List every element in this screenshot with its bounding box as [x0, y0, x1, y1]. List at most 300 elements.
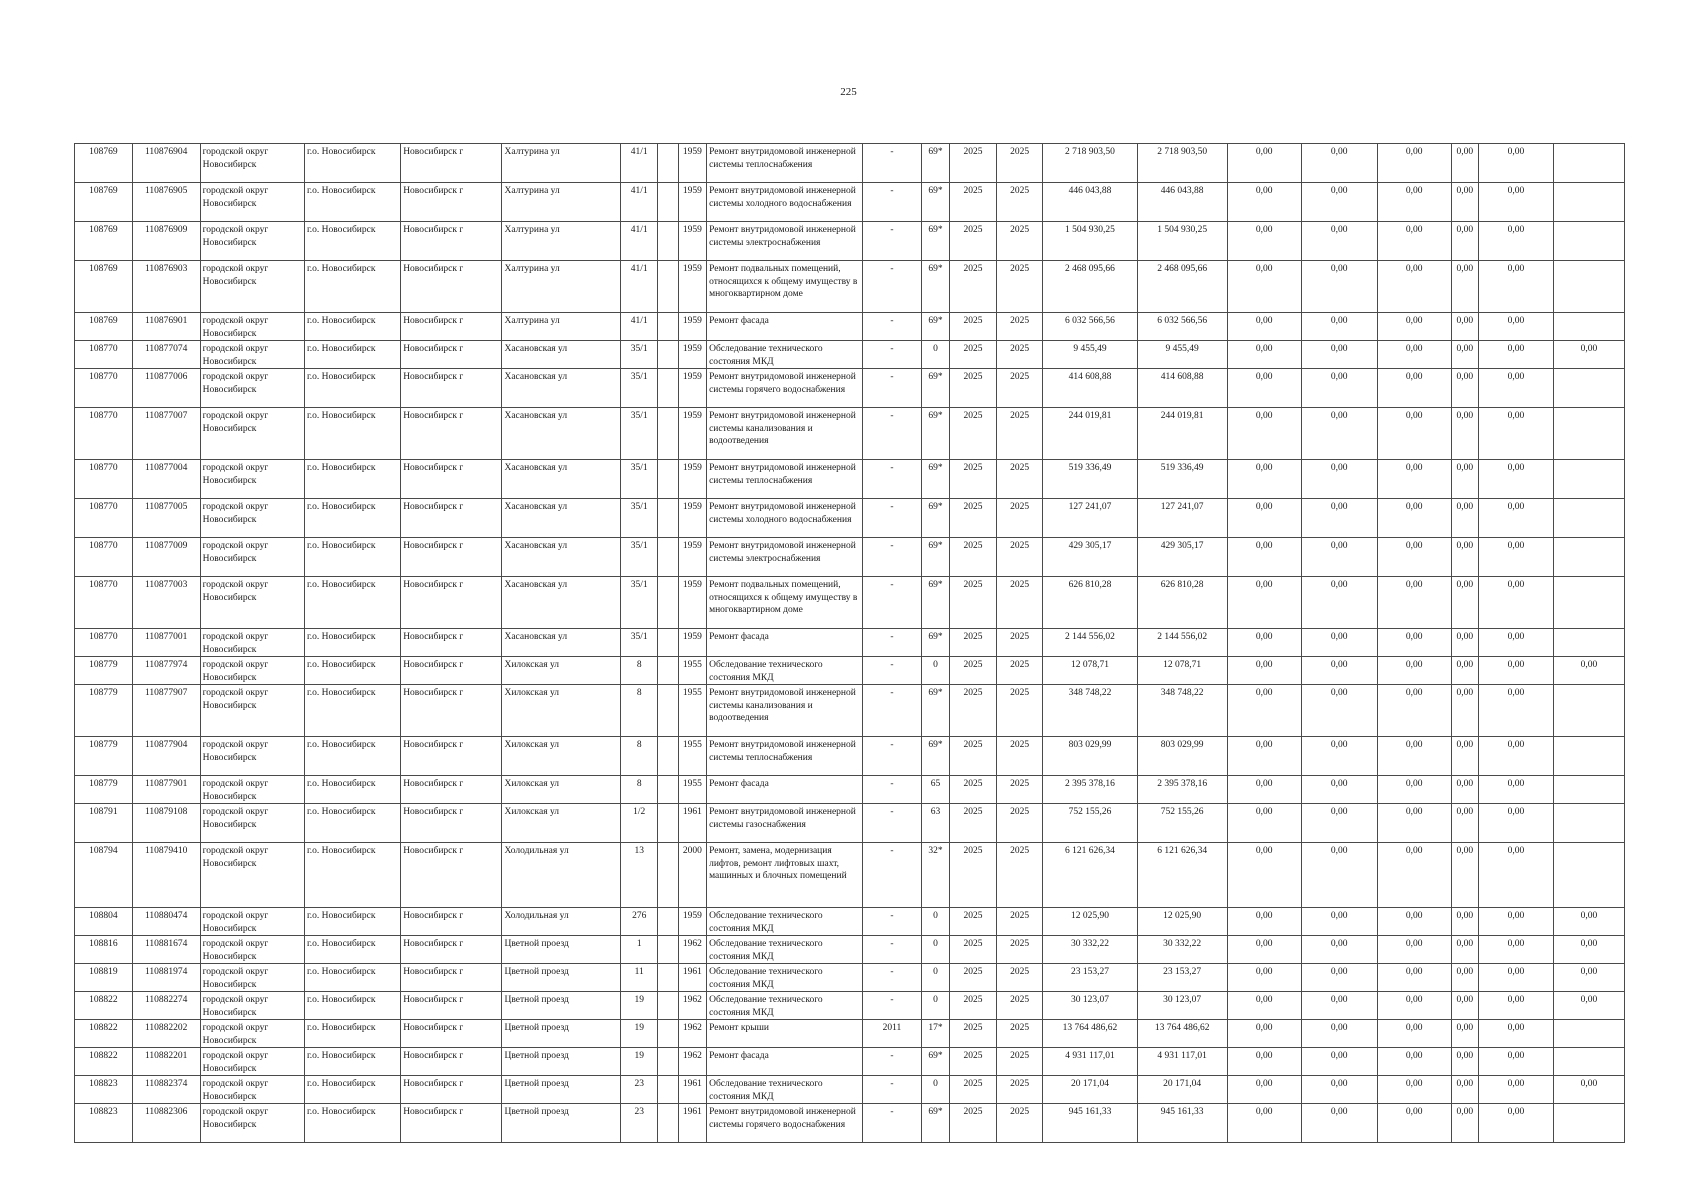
last-repair-year-cell: -	[863, 341, 922, 369]
total-cost-cell: 626 810,28	[1043, 577, 1137, 629]
build-year-cell: 1959	[678, 222, 706, 261]
municipality-cell: городской округ Новосибирск	[200, 1076, 304, 1104]
empty-cell	[658, 341, 678, 369]
owners-cell: 0,00	[1451, 1104, 1478, 1143]
regional-cell: 0,00	[1301, 261, 1377, 313]
street-cell: Хилокская ул	[502, 804, 621, 843]
district-cell: г.о. Новосибирск	[304, 499, 400, 538]
survey-cell	[1553, 408, 1624, 460]
plan-start-cell: 2025	[950, 964, 997, 992]
survey-cell: 0,00	[1553, 1076, 1624, 1104]
table-row	[75, 936, 1625, 964]
plan-end-cell: 2025	[996, 685, 1043, 737]
build-year-cell: 1962	[678, 1048, 706, 1076]
total-cost-cell: 945 161,33	[1043, 1104, 1137, 1143]
total-cost-cell: 2 144 556,02	[1043, 629, 1137, 657]
total-cost-cell: 414 608,88	[1043, 369, 1137, 408]
plan-start-cell: 2025	[950, 737, 997, 776]
fund-cost-cell: 9 455,49	[1137, 341, 1227, 369]
house-number-cell: 19	[621, 1020, 658, 1048]
build-year-cell: 1959	[678, 908, 706, 936]
owners-cell: 0,00	[1451, 992, 1478, 1020]
object-id-cell: 108779	[75, 657, 133, 685]
plan-end-cell: 2025	[996, 369, 1043, 408]
last-repair-year-cell: -	[863, 369, 922, 408]
district-cell: г.о. Новосибирск	[304, 369, 400, 408]
municipality-cell: городской округ Новосибирск	[200, 1104, 304, 1143]
plan-start-cell: 2025	[950, 538, 997, 577]
fund-cost-cell: 244 019,81	[1137, 408, 1227, 460]
local-cell: 0,00	[1377, 369, 1451, 408]
house-number-cell: 13	[621, 843, 658, 908]
wear-percent-cell: 0	[921, 964, 949, 992]
local-cell: 0,00	[1377, 183, 1451, 222]
plan-start-cell: 2025	[950, 992, 997, 1020]
object-id-cell: 108804	[75, 908, 133, 936]
street-cell: Хасановская ул	[502, 538, 621, 577]
plan-end-cell: 2025	[996, 341, 1043, 369]
work-type-cell: Ремонт крыши	[707, 1020, 863, 1048]
build-year-cell: 1962	[678, 1020, 706, 1048]
district-cell: г.о. Новосибирск	[304, 341, 400, 369]
work-id-cell: 110882306	[132, 1104, 200, 1143]
work-type-cell: Ремонт внутридомовой инженерной системы горячего водоснабжения	[707, 369, 863, 408]
build-year-cell: 1959	[678, 341, 706, 369]
fund-cost-cell: 12 078,71	[1137, 657, 1227, 685]
table-row	[75, 499, 1625, 538]
work-id-cell: 110877003	[132, 577, 200, 629]
regional-cell: 0,00	[1301, 657, 1377, 685]
owners-cell: 0,00	[1451, 577, 1478, 629]
survey-cell: 0,00	[1553, 936, 1624, 964]
owners-cell: 0,00	[1451, 261, 1478, 313]
work-type-cell: Ремонт внутридомовой инженерной системы теплоснабжения	[707, 144, 863, 183]
wear-percent-cell: 63	[921, 804, 949, 843]
municipality-cell: городской округ Новосибирск	[200, 1020, 304, 1048]
table-row	[75, 261, 1625, 313]
fund-cost-cell: 6 121 626,34	[1137, 843, 1227, 908]
municipality-cell: городской округ Новосибирск	[200, 261, 304, 313]
survey-cell: 0,00	[1553, 908, 1624, 936]
federal-cell: 0,00	[1227, 804, 1301, 843]
build-year-cell: 1955	[678, 776, 706, 804]
federal-cell: 0,00	[1227, 1020, 1301, 1048]
house-number-cell: 19	[621, 1048, 658, 1076]
object-id-cell: 108770	[75, 341, 133, 369]
fund-cost-cell: 2 718 903,50	[1137, 144, 1227, 183]
district-cell: г.о. Новосибирск	[304, 1020, 400, 1048]
table-row	[75, 804, 1625, 843]
work-type-cell: Ремонт внутридомовой инженерной системы газоснабжения	[707, 804, 863, 843]
owners-cell: 0,00	[1451, 183, 1478, 222]
municipality-cell: городской округ Новосибирск	[200, 737, 304, 776]
last-repair-year-cell: -	[863, 908, 922, 936]
wear-percent-cell: 69*	[921, 408, 949, 460]
work-type-cell: Ремонт внутридомовой инженерной системы канализования и водоотведения	[707, 408, 863, 460]
municipality-cell: городской округ Новосибирск	[200, 908, 304, 936]
fund-cost-cell: 23 153,27	[1137, 964, 1227, 992]
last-repair-year-cell: -	[863, 183, 922, 222]
settlement-cell: Новосибирск г	[401, 1104, 502, 1143]
last-repair-year-cell: -	[863, 1076, 922, 1104]
wear-percent-cell: 17*	[921, 1020, 949, 1048]
settlement-cell: Новосибирск г	[401, 261, 502, 313]
municipality-cell: городской округ Новосибирск	[200, 222, 304, 261]
wear-percent-cell: 69*	[921, 313, 949, 341]
district-cell: г.о. Новосибирск	[304, 183, 400, 222]
survey-cell	[1553, 183, 1624, 222]
table-row	[75, 1076, 1625, 1104]
house-number-cell: 23	[621, 1104, 658, 1143]
last-repair-year-cell: -	[863, 804, 922, 843]
municipality-cell: городской округ Новосибирск	[200, 936, 304, 964]
federal-cell: 0,00	[1227, 992, 1301, 1020]
build-year-cell: 1959	[678, 183, 706, 222]
house-number-cell: 41/1	[621, 183, 658, 222]
regional-cell: 0,00	[1301, 1020, 1377, 1048]
build-year-cell: 1959	[678, 629, 706, 657]
work-id-cell: 110877901	[132, 776, 200, 804]
survey-cell	[1553, 737, 1624, 776]
work-id-cell: 110876901	[132, 313, 200, 341]
wear-percent-cell: 69*	[921, 144, 949, 183]
settlement-cell: Новосибирск г	[401, 1020, 502, 1048]
last-repair-year-cell: -	[863, 776, 922, 804]
municipality-cell: городской округ Новосибирск	[200, 369, 304, 408]
regional-cell: 0,00	[1301, 685, 1377, 737]
settlement-cell: Новосибирск г	[401, 629, 502, 657]
total-cost-cell: 348 748,22	[1043, 685, 1137, 737]
wear-percent-cell: 69*	[921, 222, 949, 261]
street-cell: Цветной проезд	[502, 1076, 621, 1104]
settlement-cell: Новосибирск г	[401, 144, 502, 183]
federal-cell: 0,00	[1227, 936, 1301, 964]
house-number-cell: 35/1	[621, 460, 658, 499]
work-id-cell: 110881974	[132, 964, 200, 992]
federal-cell: 0,00	[1227, 144, 1301, 183]
table-row	[75, 737, 1625, 776]
fund-cost-cell: 429 305,17	[1137, 538, 1227, 577]
local-cell: 0,00	[1377, 685, 1451, 737]
work-id-cell: 110877005	[132, 499, 200, 538]
settlement-cell: Новосибирск г	[401, 737, 502, 776]
settlement-cell: Новосибирск г	[401, 804, 502, 843]
total-cost-cell: 13 764 486,62	[1043, 1020, 1137, 1048]
fund-cost-cell: 30 332,22	[1137, 936, 1227, 964]
regional-cell: 0,00	[1301, 936, 1377, 964]
house-number-cell: 35/1	[621, 369, 658, 408]
fund-cost-cell: 414 608,88	[1137, 369, 1227, 408]
other-cell: 0,00	[1478, 144, 1553, 183]
object-id-cell: 108823	[75, 1104, 133, 1143]
work-id-cell: 110877007	[132, 408, 200, 460]
owners-cell: 0,00	[1451, 1048, 1478, 1076]
owners-cell: 0,00	[1451, 908, 1478, 936]
survey-cell	[1553, 577, 1624, 629]
house-number-cell: 41/1	[621, 313, 658, 341]
work-type-cell: Обследование технического состояния МКД	[707, 908, 863, 936]
object-id-cell: 108769	[75, 144, 133, 183]
last-repair-year-cell: -	[863, 144, 922, 183]
district-cell: г.о. Новосибирск	[304, 843, 400, 908]
owners-cell: 0,00	[1451, 499, 1478, 538]
object-id-cell: 108823	[75, 1076, 133, 1104]
regional-cell: 0,00	[1301, 964, 1377, 992]
other-cell: 0,00	[1478, 685, 1553, 737]
district-cell: г.о. Новосибирск	[304, 685, 400, 737]
municipality-cell: городской округ Новосибирск	[200, 964, 304, 992]
total-cost-cell: 446 043,88	[1043, 183, 1137, 222]
work-id-cell: 110881674	[132, 936, 200, 964]
local-cell: 0,00	[1377, 776, 1451, 804]
other-cell: 0,00	[1478, 936, 1553, 964]
street-cell: Хасановская ул	[502, 341, 621, 369]
fund-cost-cell: 4 931 117,01	[1137, 1048, 1227, 1076]
street-cell: Цветной проезд	[502, 992, 621, 1020]
empty-cell	[658, 369, 678, 408]
federal-cell: 0,00	[1227, 183, 1301, 222]
plan-end-cell: 2025	[996, 144, 1043, 183]
work-id-cell: 110882201	[132, 1048, 200, 1076]
fund-cost-cell: 945 161,33	[1137, 1104, 1227, 1143]
federal-cell: 0,00	[1227, 313, 1301, 341]
house-number-cell: 8	[621, 685, 658, 737]
survey-cell: 0,00	[1553, 964, 1624, 992]
survey-cell	[1553, 144, 1624, 183]
plan-end-cell: 2025	[996, 538, 1043, 577]
work-type-cell: Ремонт внутридомовой инженерной системы холодного водоснабжения	[707, 183, 863, 222]
last-repair-year-cell: -	[863, 1048, 922, 1076]
plan-start-cell: 2025	[950, 499, 997, 538]
survey-cell	[1553, 538, 1624, 577]
federal-cell: 0,00	[1227, 408, 1301, 460]
other-cell: 0,00	[1478, 1048, 1553, 1076]
municipality-cell: городской округ Новосибирск	[200, 499, 304, 538]
work-type-cell: Ремонт фасада	[707, 313, 863, 341]
plan-end-cell: 2025	[996, 804, 1043, 843]
settlement-cell: Новосибирск г	[401, 992, 502, 1020]
object-id-cell: 108769	[75, 183, 133, 222]
table-row	[75, 341, 1625, 369]
street-cell: Халтурина ул	[502, 313, 621, 341]
house-number-cell: 1/2	[621, 804, 658, 843]
total-cost-cell: 12 025,90	[1043, 908, 1137, 936]
plan-end-cell: 2025	[996, 577, 1043, 629]
build-year-cell: 1961	[678, 1076, 706, 1104]
other-cell: 0,00	[1478, 908, 1553, 936]
regional-cell: 0,00	[1301, 629, 1377, 657]
work-id-cell: 110880474	[132, 908, 200, 936]
plan-start-cell: 2025	[950, 1048, 997, 1076]
local-cell: 0,00	[1377, 629, 1451, 657]
other-cell: 0,00	[1478, 499, 1553, 538]
work-id-cell: 110877004	[132, 460, 200, 499]
district-cell: г.о. Новосибирск	[304, 261, 400, 313]
house-number-cell: 35/1	[621, 538, 658, 577]
street-cell: Хасановская ул	[502, 408, 621, 460]
empty-cell	[658, 144, 678, 183]
plan-start-cell: 2025	[950, 657, 997, 685]
federal-cell: 0,00	[1227, 222, 1301, 261]
fund-cost-cell: 12 025,90	[1137, 908, 1227, 936]
street-cell: Халтурина ул	[502, 222, 621, 261]
survey-cell	[1553, 629, 1624, 657]
other-cell: 0,00	[1478, 577, 1553, 629]
plan-end-cell: 2025	[996, 408, 1043, 460]
total-cost-cell: 2 395 378,16	[1043, 776, 1137, 804]
district-cell: г.о. Новосибирск	[304, 460, 400, 499]
district-cell: г.о. Новосибирск	[304, 408, 400, 460]
empty-cell	[658, 737, 678, 776]
table-row	[75, 685, 1625, 737]
fund-cost-cell: 6 032 566,56	[1137, 313, 1227, 341]
work-type-cell: Обследование технического состояния МКД	[707, 936, 863, 964]
work-type-cell: Ремонт внутридомовой инженерной системы холодного водоснабжения	[707, 499, 863, 538]
other-cell: 0,00	[1478, 992, 1553, 1020]
district-cell: г.о. Новосибирск	[304, 1048, 400, 1076]
local-cell: 0,00	[1377, 964, 1451, 992]
empty-cell	[658, 776, 678, 804]
municipality-cell: городской округ Новосибирск	[200, 341, 304, 369]
street-cell: Халтурина ул	[502, 183, 621, 222]
empty-cell	[658, 843, 678, 908]
last-repair-year-cell: -	[863, 1104, 922, 1143]
street-cell: Цветной проезд	[502, 936, 621, 964]
house-number-cell: 276	[621, 908, 658, 936]
build-year-cell: 1959	[678, 499, 706, 538]
owners-cell: 0,00	[1451, 538, 1478, 577]
plan-end-cell: 2025	[996, 843, 1043, 908]
district-cell: г.о. Новосибирск	[304, 144, 400, 183]
plan-end-cell: 2025	[996, 936, 1043, 964]
street-cell: Цветной проезд	[502, 1048, 621, 1076]
plan-start-cell: 2025	[950, 313, 997, 341]
owners-cell: 0,00	[1451, 1020, 1478, 1048]
object-id-cell: 108816	[75, 936, 133, 964]
owners-cell: 0,00	[1451, 657, 1478, 685]
street-cell: Цветной проезд	[502, 1104, 621, 1143]
object-id-cell: 108769	[75, 313, 133, 341]
owners-cell: 0,00	[1451, 144, 1478, 183]
total-cost-cell: 2 718 903,50	[1043, 144, 1137, 183]
plan-start-cell: 2025	[950, 369, 997, 408]
regional-cell: 0,00	[1301, 222, 1377, 261]
survey-cell	[1553, 1104, 1624, 1143]
last-repair-year-cell: -	[863, 499, 922, 538]
work-type-cell: Ремонт подвальных помещений, относящихся к общему имуществу в многоквартирном доме	[707, 577, 863, 629]
work-id-cell: 110882274	[132, 992, 200, 1020]
survey-cell	[1553, 804, 1624, 843]
local-cell: 0,00	[1377, 313, 1451, 341]
table-row	[75, 843, 1625, 908]
regional-cell: 0,00	[1301, 1076, 1377, 1104]
object-id-cell: 108769	[75, 222, 133, 261]
plan-start-cell: 2025	[950, 577, 997, 629]
house-number-cell: 35/1	[621, 499, 658, 538]
work-id-cell: 110877074	[132, 341, 200, 369]
fund-cost-cell: 752 155,26	[1137, 804, 1227, 843]
plan-start-cell: 2025	[950, 804, 997, 843]
plan-start-cell: 2025	[950, 460, 997, 499]
survey-cell	[1553, 261, 1624, 313]
work-type-cell: Обследование технического состояния МКД	[707, 964, 863, 992]
work-type-cell: Обследование технического состояния МКД	[707, 657, 863, 685]
survey-cell	[1553, 369, 1624, 408]
survey-cell: 0,00	[1553, 657, 1624, 685]
owners-cell: 0,00	[1451, 341, 1478, 369]
street-cell: Хасановская ул	[502, 629, 621, 657]
regional-cell: 0,00	[1301, 992, 1377, 1020]
total-cost-cell: 6 032 566,56	[1043, 313, 1137, 341]
federal-cell: 0,00	[1227, 908, 1301, 936]
object-id-cell: 108779	[75, 685, 133, 737]
build-year-cell: 1955	[678, 685, 706, 737]
house-number-cell: 8	[621, 737, 658, 776]
district-cell: г.о. Новосибирск	[304, 936, 400, 964]
fund-cost-cell: 519 336,49	[1137, 460, 1227, 499]
plan-end-cell: 2025	[996, 657, 1043, 685]
survey-cell	[1553, 1048, 1624, 1076]
regional-cell: 0,00	[1301, 1104, 1377, 1143]
wear-percent-cell: 69*	[921, 685, 949, 737]
total-cost-cell: 244 019,81	[1043, 408, 1137, 460]
empty-cell	[658, 577, 678, 629]
owners-cell: 0,00	[1451, 460, 1478, 499]
work-id-cell: 110876903	[132, 261, 200, 313]
federal-cell: 0,00	[1227, 499, 1301, 538]
object-id-cell: 108791	[75, 804, 133, 843]
work-type-cell: Обследование технического состояния МКД	[707, 341, 863, 369]
regional-cell: 0,00	[1301, 183, 1377, 222]
work-id-cell: 110879108	[132, 804, 200, 843]
empty-cell	[658, 657, 678, 685]
last-repair-year-cell: -	[863, 408, 922, 460]
wear-percent-cell: 69*	[921, 1048, 949, 1076]
street-cell: Хасановская ул	[502, 499, 621, 538]
plan-end-cell: 2025	[996, 737, 1043, 776]
district-cell: г.о. Новосибирск	[304, 313, 400, 341]
federal-cell: 0,00	[1227, 737, 1301, 776]
object-id-cell: 108770	[75, 538, 133, 577]
last-repair-year-cell: -	[863, 936, 922, 964]
build-year-cell: 1961	[678, 964, 706, 992]
other-cell: 0,00	[1478, 629, 1553, 657]
federal-cell: 0,00	[1227, 460, 1301, 499]
last-repair-year-cell: -	[863, 843, 922, 908]
settlement-cell: Новосибирск г	[401, 183, 502, 222]
district-cell: г.о. Новосибирск	[304, 908, 400, 936]
empty-cell	[658, 183, 678, 222]
owners-cell: 0,00	[1451, 222, 1478, 261]
street-cell: Хилокская ул	[502, 685, 621, 737]
regional-cell: 0,00	[1301, 577, 1377, 629]
plan-end-cell: 2025	[996, 261, 1043, 313]
owners-cell: 0,00	[1451, 313, 1478, 341]
table-row	[75, 538, 1625, 577]
last-repair-year-cell: -	[863, 222, 922, 261]
municipality-cell: городской округ Новосибирск	[200, 657, 304, 685]
settlement-cell: Новосибирск г	[401, 313, 502, 341]
local-cell: 0,00	[1377, 1104, 1451, 1143]
settlement-cell: Новосибирск г	[401, 908, 502, 936]
work-type-cell: Ремонт внутридомовой инженерной системы электроснабжения	[707, 222, 863, 261]
district-cell: г.о. Новосибирск	[304, 1104, 400, 1143]
house-number-cell: 41/1	[621, 261, 658, 313]
work-type-cell: Ремонт фасада	[707, 629, 863, 657]
federal-cell: 0,00	[1227, 776, 1301, 804]
settlement-cell: Новосибирск г	[401, 577, 502, 629]
plan-start-cell: 2025	[950, 1020, 997, 1048]
